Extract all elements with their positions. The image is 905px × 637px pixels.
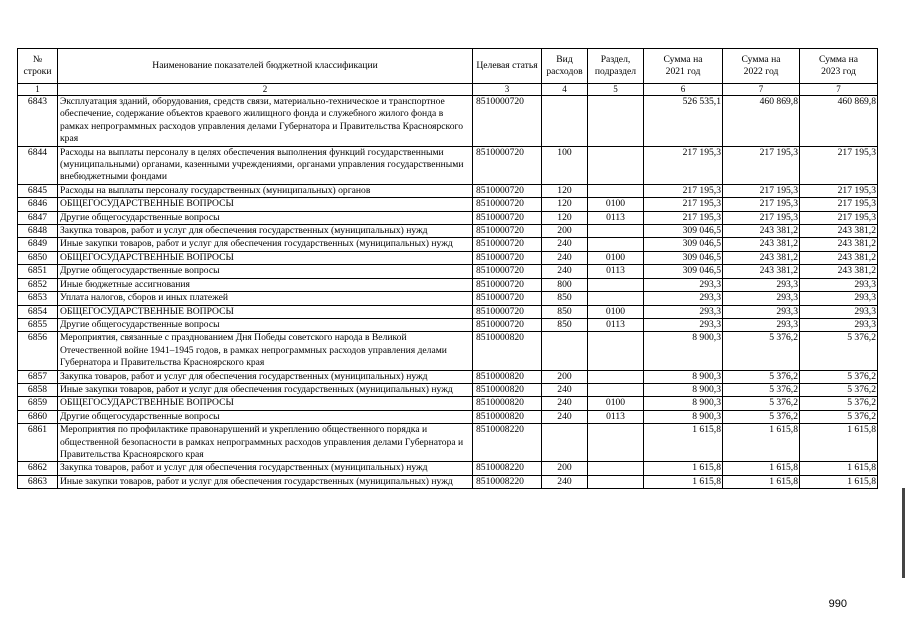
row-number-cell: 6863 <box>18 475 58 488</box>
target-article-cell: 8510000720 <box>473 292 542 305</box>
expense-kind-cell: 800 <box>542 278 588 291</box>
table-row <box>18 397 878 410</box>
expense-kind-cell: 100 <box>542 146 588 184</box>
indicator-name-cell: Иные бюджетные ассигнования <box>58 278 473 291</box>
sum-2022-cell: 217 195,3 <box>723 211 800 224</box>
table-row <box>18 318 878 331</box>
indicator-name-cell: Уплата налогов, сборов и иных платежей <box>58 292 473 305</box>
indicator-name-cell: Мероприятия по профилактике правонарушений и укреплению общественного порядка и общественной безопасности в рамках непрограммных расходов управления делами Губернатора и Правительства Красноярского края <box>58 424 473 462</box>
indicator-name-cell: Другие общегосударственные вопросы <box>58 410 473 423</box>
sum-2023-cell: 243 381,2 <box>800 238 878 251</box>
sum-2022-cell: 5 376,2 <box>723 332 800 370</box>
target-article-cell: 8510000720 <box>473 146 542 184</box>
sum-2023-cell: 243 381,2 <box>800 265 878 278</box>
table-row <box>18 198 878 211</box>
section-cell <box>588 96 644 147</box>
indicator-name-cell: Другие общегосударственные вопросы <box>58 265 473 278</box>
indicator-name-cell: ОБЩЕГОСУДАРСТВЕННЫЕ ВОПРОСЫ <box>58 305 473 318</box>
indicator-name-cell: Расходы на выплаты персоналу в целях обеспечения выполнения функций государственными (муниципальными) органами, казенными учреждениями, органами управления государственными внебюджетными фондами <box>58 146 473 184</box>
sum-2021-cell: 293,3 <box>644 305 723 318</box>
sum-2022-cell: 1 615,8 <box>723 475 800 488</box>
indicator-name-cell: Иные закупки товаров, работ и услуг для обеспечения государственных (муниципальных) нужд <box>58 475 473 488</box>
expense-kind-cell: 240 <box>542 238 588 251</box>
column-index: 3 <box>473 84 542 96</box>
target-article-cell: 8510000720 <box>473 251 542 264</box>
section-cell <box>588 146 644 184</box>
sum-2021-cell: 8 900,3 <box>644 370 723 383</box>
sum-2023-cell: 1 615,8 <box>800 475 878 488</box>
indicator-name-cell: Мероприятия, связанные с празднованием Дня Победы советского народа в Великой Отечественной войне 1941–1945 годов, в рамках непрограммных расходов управления делами Губернатора и Правительства Красноярского края <box>58 332 473 370</box>
row-number-cell: 6856 <box>18 332 58 370</box>
expense-kind-cell: 240 <box>542 475 588 488</box>
sum-2021-cell: 8 900,3 <box>644 383 723 396</box>
section-cell <box>588 383 644 396</box>
column-index: 7 <box>723 84 800 96</box>
sum-2022-cell: 460 869,8 <box>723 96 800 147</box>
section-cell <box>588 475 644 488</box>
sum-2022-cell: 5 376,2 <box>723 383 800 396</box>
indicator-name-cell: Иные закупки товаров, работ и услуг для обеспечения государственных (муниципальных) нужд <box>58 238 473 251</box>
expense-kind-cell: 850 <box>542 292 588 305</box>
sum-2022-cell: 293,3 <box>723 318 800 331</box>
row-number-cell: 6849 <box>18 238 58 251</box>
sum-2023-cell: 5 376,2 <box>800 332 878 370</box>
target-article-cell: 8510000820 <box>473 383 542 396</box>
section-cell <box>588 462 644 475</box>
table-row <box>18 278 878 291</box>
sum-2021-cell: 217 195,3 <box>644 211 723 224</box>
section-cell <box>588 332 644 370</box>
target-article-cell: 8510008220 <box>473 424 542 462</box>
table-row <box>18 292 878 305</box>
row-number-cell: 6862 <box>18 462 58 475</box>
section-cell: 0113 <box>588 410 644 423</box>
sum-2021-cell: 309 046,5 <box>644 251 723 264</box>
target-article-cell: 8510000720 <box>473 225 542 238</box>
sum-2021-cell: 217 195,3 <box>644 146 723 184</box>
target-article-cell: 8510000720 <box>473 198 542 211</box>
section-cell: 0100 <box>588 305 644 318</box>
indicator-name-cell: Другие общегосударственные вопросы <box>58 318 473 331</box>
sum-2023-cell: 5 376,2 <box>800 397 878 410</box>
row-number-cell: 6845 <box>18 184 58 197</box>
table-header <box>18 49 878 96</box>
header-indicator-name: Наименование показателей бюджетной классификации <box>58 49 473 84</box>
indicator-name-cell: Закупка товаров, работ и услуг для обеспечения государственных (муниципальных) нужд <box>58 462 473 475</box>
expense-kind-cell: 200 <box>542 370 588 383</box>
expense-kind-cell: 850 <box>542 318 588 331</box>
section-cell <box>588 184 644 197</box>
section-cell: 0113 <box>588 265 644 278</box>
section-cell <box>588 238 644 251</box>
expense-kind-cell: 200 <box>542 225 588 238</box>
header-row-number: № строки <box>18 49 58 84</box>
section-cell <box>588 292 644 305</box>
header-sum-2022: Сумма на 2022 год <box>723 49 800 84</box>
sum-2023-cell: 460 869,8 <box>800 96 878 147</box>
sum-2023-cell: 5 376,2 <box>800 370 878 383</box>
sum-2022-cell: 5 376,2 <box>723 410 800 423</box>
header-expense-kind: Вид расходов <box>542 49 588 84</box>
table-row <box>18 305 878 318</box>
row-number-cell: 6854 <box>18 305 58 318</box>
budget-document-page <box>17 48 876 489</box>
sum-2022-cell: 217 195,3 <box>723 198 800 211</box>
sum-2021-cell: 293,3 <box>644 318 723 331</box>
expense-kind-cell <box>542 424 588 462</box>
sum-2023-cell: 217 195,3 <box>800 198 878 211</box>
sum-2023-cell: 1 615,8 <box>800 424 878 462</box>
sum-2022-cell: 293,3 <box>723 305 800 318</box>
table-row <box>18 383 878 396</box>
sum-2021-cell: 8 900,3 <box>644 397 723 410</box>
target-article-cell: 8510000720 <box>473 184 542 197</box>
sum-2023-cell: 217 195,3 <box>800 146 878 184</box>
target-article-cell: 8510000820 <box>473 332 542 370</box>
table-row <box>18 265 878 278</box>
sum-2022-cell: 243 381,2 <box>723 225 800 238</box>
target-article-cell: 8510000720 <box>473 318 542 331</box>
sum-2021-cell: 8 900,3 <box>644 332 723 370</box>
table-row <box>18 251 878 264</box>
expense-kind-cell: 200 <box>542 462 588 475</box>
section-cell <box>588 370 644 383</box>
column-index: 7 <box>800 84 878 96</box>
sum-2021-cell: 309 046,5 <box>644 265 723 278</box>
sum-2021-cell: 309 046,5 <box>644 225 723 238</box>
expense-kind-cell <box>542 332 588 370</box>
sum-2023-cell: 1 615,8 <box>800 462 878 475</box>
sum-2022-cell: 217 195,3 <box>723 146 800 184</box>
row-number-cell: 6861 <box>18 424 58 462</box>
row-number-cell: 6846 <box>18 198 58 211</box>
table-row <box>18 370 878 383</box>
target-article-cell: 8510000720 <box>473 211 542 224</box>
table-row <box>18 225 878 238</box>
row-number-cell: 6851 <box>18 265 58 278</box>
section-cell: 0113 <box>588 318 644 331</box>
target-article-cell: 8510000820 <box>473 397 542 410</box>
row-number-cell: 6855 <box>18 318 58 331</box>
column-index-row <box>18 84 878 96</box>
table-row <box>18 146 878 184</box>
column-index: 1 <box>18 84 58 96</box>
sum-2023-cell: 293,3 <box>800 278 878 291</box>
row-number-cell: 6843 <box>18 96 58 147</box>
sum-2023-cell: 217 195,3 <box>800 184 878 197</box>
section-cell <box>588 278 644 291</box>
sum-2023-cell: 293,3 <box>800 292 878 305</box>
sum-2021-cell: 217 195,3 <box>644 184 723 197</box>
sum-2022-cell: 217 195,3 <box>723 184 800 197</box>
row-number-cell: 6853 <box>18 292 58 305</box>
column-index: 6 <box>644 84 723 96</box>
table-row <box>18 410 878 423</box>
target-article-cell: 8510008220 <box>473 475 542 488</box>
indicator-name-cell: ОБЩЕГОСУДАРСТВЕННЫЕ ВОПРОСЫ <box>58 251 473 264</box>
page-number: 990 <box>828 598 847 610</box>
sum-2022-cell: 243 381,2 <box>723 251 800 264</box>
indicator-name-cell: Расходы на выплаты персоналу государственных (муниципальных) органов <box>58 184 473 197</box>
sum-2022-cell: 243 381,2 <box>723 238 800 251</box>
table-row <box>18 462 878 475</box>
row-number-cell: 6852 <box>18 278 58 291</box>
sum-2021-cell: 1 615,8 <box>644 424 723 462</box>
expense-kind-cell <box>542 96 588 147</box>
sum-2022-cell: 243 381,2 <box>723 265 800 278</box>
target-article-cell: 8510000820 <box>473 410 542 423</box>
row-number-cell: 6857 <box>18 370 58 383</box>
sum-2021-cell: 217 195,3 <box>644 198 723 211</box>
table-row <box>18 238 878 251</box>
target-article-cell: 8510000720 <box>473 305 542 318</box>
row-number-cell: 6847 <box>18 211 58 224</box>
row-number-cell: 6844 <box>18 146 58 184</box>
column-index: 5 <box>588 84 644 96</box>
sum-2022-cell: 5 376,2 <box>723 397 800 410</box>
header-sum-2021: Сумма на 2021 год <box>644 49 723 84</box>
expense-kind-cell: 240 <box>542 251 588 264</box>
row-number-cell: 6858 <box>18 383 58 396</box>
budget-table <box>17 48 878 489</box>
target-article-cell: 8510000720 <box>473 265 542 278</box>
header-target-article: Целевая статья <box>473 49 542 84</box>
column-index: 4 <box>542 84 588 96</box>
sum-2023-cell: 243 381,2 <box>800 251 878 264</box>
sum-2023-cell: 293,3 <box>800 305 878 318</box>
row-number-cell: 6860 <box>18 410 58 423</box>
indicator-name-cell: ОБЩЕГОСУДАРСТВЕННЫЕ ВОПРОСЫ <box>58 397 473 410</box>
table-row <box>18 332 878 370</box>
expense-kind-cell: 240 <box>542 383 588 396</box>
sum-2022-cell: 1 615,8 <box>723 462 800 475</box>
target-article-cell: 8510000720 <box>473 278 542 291</box>
table-row <box>18 475 878 488</box>
section-cell <box>588 225 644 238</box>
indicator-name-cell: Закупка товаров, работ и услуг для обеспечения государственных (муниципальных) нужд <box>58 370 473 383</box>
indicator-name-cell: Другие общегосударственные вопросы <box>58 211 473 224</box>
sum-2021-cell: 309 046,5 <box>644 238 723 251</box>
expense-kind-cell: 240 <box>542 410 588 423</box>
expense-kind-cell: 850 <box>542 305 588 318</box>
table-row <box>18 96 878 147</box>
expense-kind-cell: 240 <box>542 265 588 278</box>
sum-2021-cell: 8 900,3 <box>644 410 723 423</box>
sum-2023-cell: 217 195,3 <box>800 211 878 224</box>
section-cell: 0100 <box>588 198 644 211</box>
section-cell: 0100 <box>588 251 644 264</box>
table-row <box>18 424 878 462</box>
expense-kind-cell: 120 <box>542 184 588 197</box>
sum-2023-cell: 293,3 <box>800 318 878 331</box>
expense-kind-cell: 240 <box>542 397 588 410</box>
sum-2023-cell: 5 376,2 <box>800 410 878 423</box>
target-article-cell: 8510000720 <box>473 96 542 147</box>
sum-2021-cell: 293,3 <box>644 278 723 291</box>
sum-2023-cell: 243 381,2 <box>800 225 878 238</box>
indicator-name-cell: Иные закупки товаров, работ и услуг для обеспечения государственных (муниципальных) нужд <box>58 383 473 396</box>
target-article-cell: 8510008220 <box>473 462 542 475</box>
sum-2022-cell: 293,3 <box>723 278 800 291</box>
indicator-name-cell: Эксплуатация зданий, оборудования, средств связи, материально-техническое и транспортное обеспечение, содержание объектов краевого жилищного фонда и служебного жилого фонда в рамках непрограммных расходов управления делами Губернатора и Правительства Красноярского края <box>58 96 473 147</box>
expense-kind-cell: 120 <box>542 211 588 224</box>
sum-2021-cell: 1 615,8 <box>644 462 723 475</box>
column-index: 2 <box>58 84 473 96</box>
table-body <box>18 96 878 489</box>
target-article-cell: 8510000720 <box>473 238 542 251</box>
target-article-cell: 8510000820 <box>473 370 542 383</box>
expense-kind-cell: 120 <box>542 198 588 211</box>
sum-2021-cell: 526 535,1 <box>644 96 723 147</box>
sum-2023-cell: 5 376,2 <box>800 383 878 396</box>
table-row <box>18 211 878 224</box>
sum-2022-cell: 5 376,2 <box>723 370 800 383</box>
indicator-name-cell: Закупка товаров, работ и услуг для обеспечения государственных (муниципальных) нужд <box>58 225 473 238</box>
section-cell <box>588 424 644 462</box>
section-cell: 0113 <box>588 211 644 224</box>
header-section: Раздел, подраздел <box>588 49 644 84</box>
section-cell: 0100 <box>588 397 644 410</box>
header-sum-2023: Сумма на 2023 год <box>800 49 878 84</box>
sum-2021-cell: 293,3 <box>644 292 723 305</box>
indicator-name-cell: ОБЩЕГОСУДАРСТВЕННЫЕ ВОПРОСЫ <box>58 198 473 211</box>
sum-2022-cell: 293,3 <box>723 292 800 305</box>
row-number-cell: 6859 <box>18 397 58 410</box>
row-number-cell: 6848 <box>18 225 58 238</box>
sum-2021-cell: 1 615,8 <box>644 475 723 488</box>
table-row <box>18 184 878 197</box>
row-number-cell: 6850 <box>18 251 58 264</box>
sum-2022-cell: 1 615,8 <box>723 424 800 462</box>
